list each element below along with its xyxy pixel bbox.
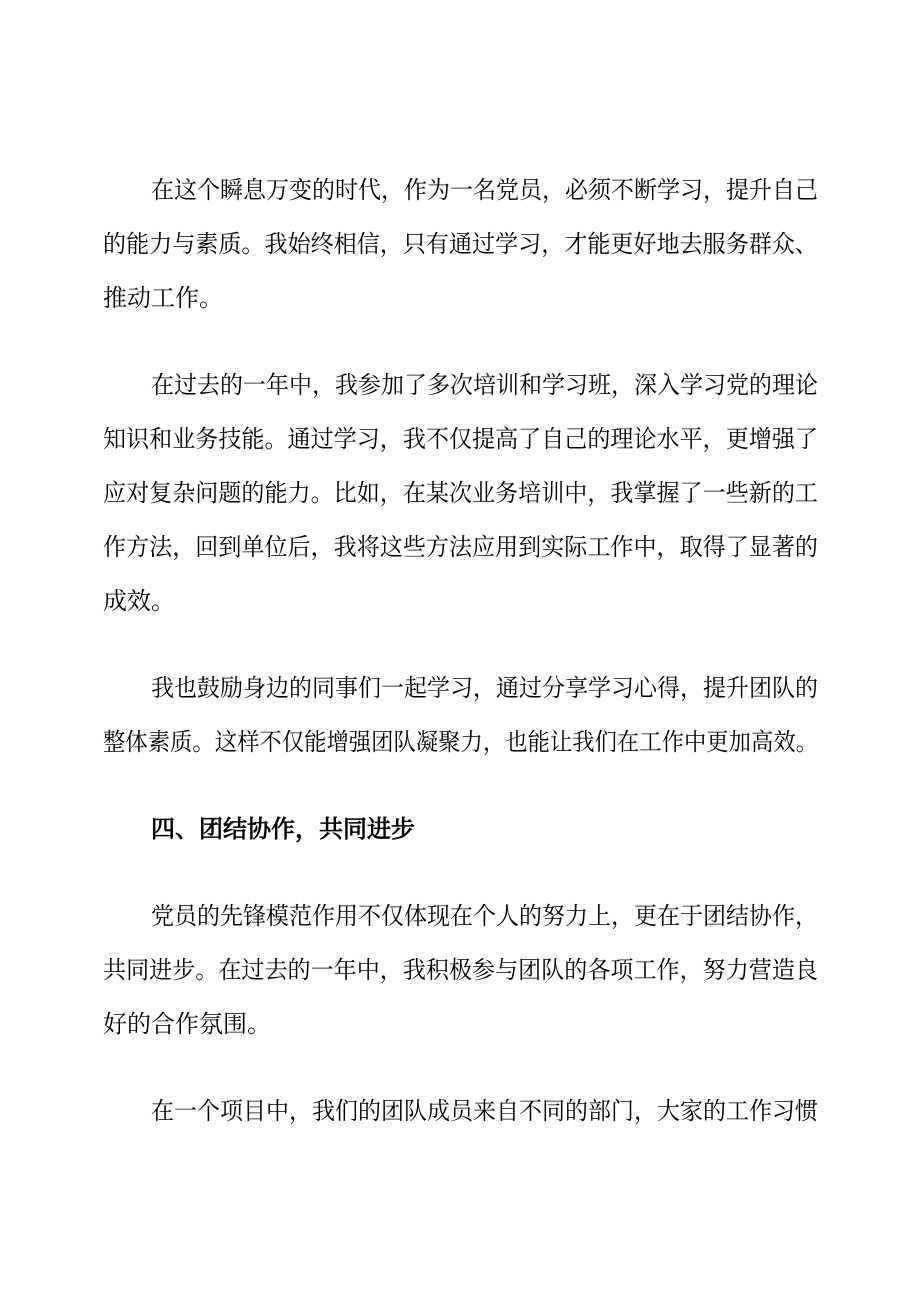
paragraph-2-line-3: 应对复杂问题的能力。比如，在某次业务培训中，我掌握了一些新的工 xyxy=(103,479,818,507)
paragraph-2-line-1: 在过去的一年中，我参加了多次培训和学习班，深入学习党的理论 xyxy=(151,371,818,399)
paragraph-1-line-1: 在这个瞬息万变的时代，作为一名党员，必须不断学习，提升自己 xyxy=(151,176,818,204)
paragraph-2-line-2: 知识和业务技能。通过学习，我不仅提高了自己的理论水平，更增强了 xyxy=(103,425,818,453)
paragraph-4-line-2: 共同进步。在过去的一年中，我积极参与团队的各项工作，努力营造良 xyxy=(103,956,818,984)
paragraph-1-line-3: 推动工作。 xyxy=(103,284,223,312)
paragraph-3-line-2: 整体素质。这样不仅能增强团队凝聚力，也能让我们在工作中更加高效。 xyxy=(103,728,819,756)
paragraph-2-line-5: 成效。 xyxy=(103,587,175,615)
paragraph-3-line-1: 我也鼓励身边的同事们一起学习，通过分享学习心得，提升团队的 xyxy=(151,674,818,702)
section-heading: 四、团结协作，共同进步 xyxy=(151,815,415,843)
paragraph-4-line-1: 党员的先锋模范作用不仅体现在个人的努力上，更在于团结协作， xyxy=(151,902,818,930)
paragraph-1-line-2: 的能力与素质。我始终相信，只有通过学习，才能更好地去服务群众、 xyxy=(103,230,818,258)
paragraph-2-line-4: 作方法，回到单位后，我将这些方法应用到实际工作中，取得了显著的 xyxy=(103,533,818,561)
paragraph-5-line-1: 在一个项目中，我们的团队成员来自不同的部门，大家的工作习惯 xyxy=(151,1097,818,1125)
paragraph-4-line-3: 好的合作氛围。 xyxy=(103,1010,271,1038)
